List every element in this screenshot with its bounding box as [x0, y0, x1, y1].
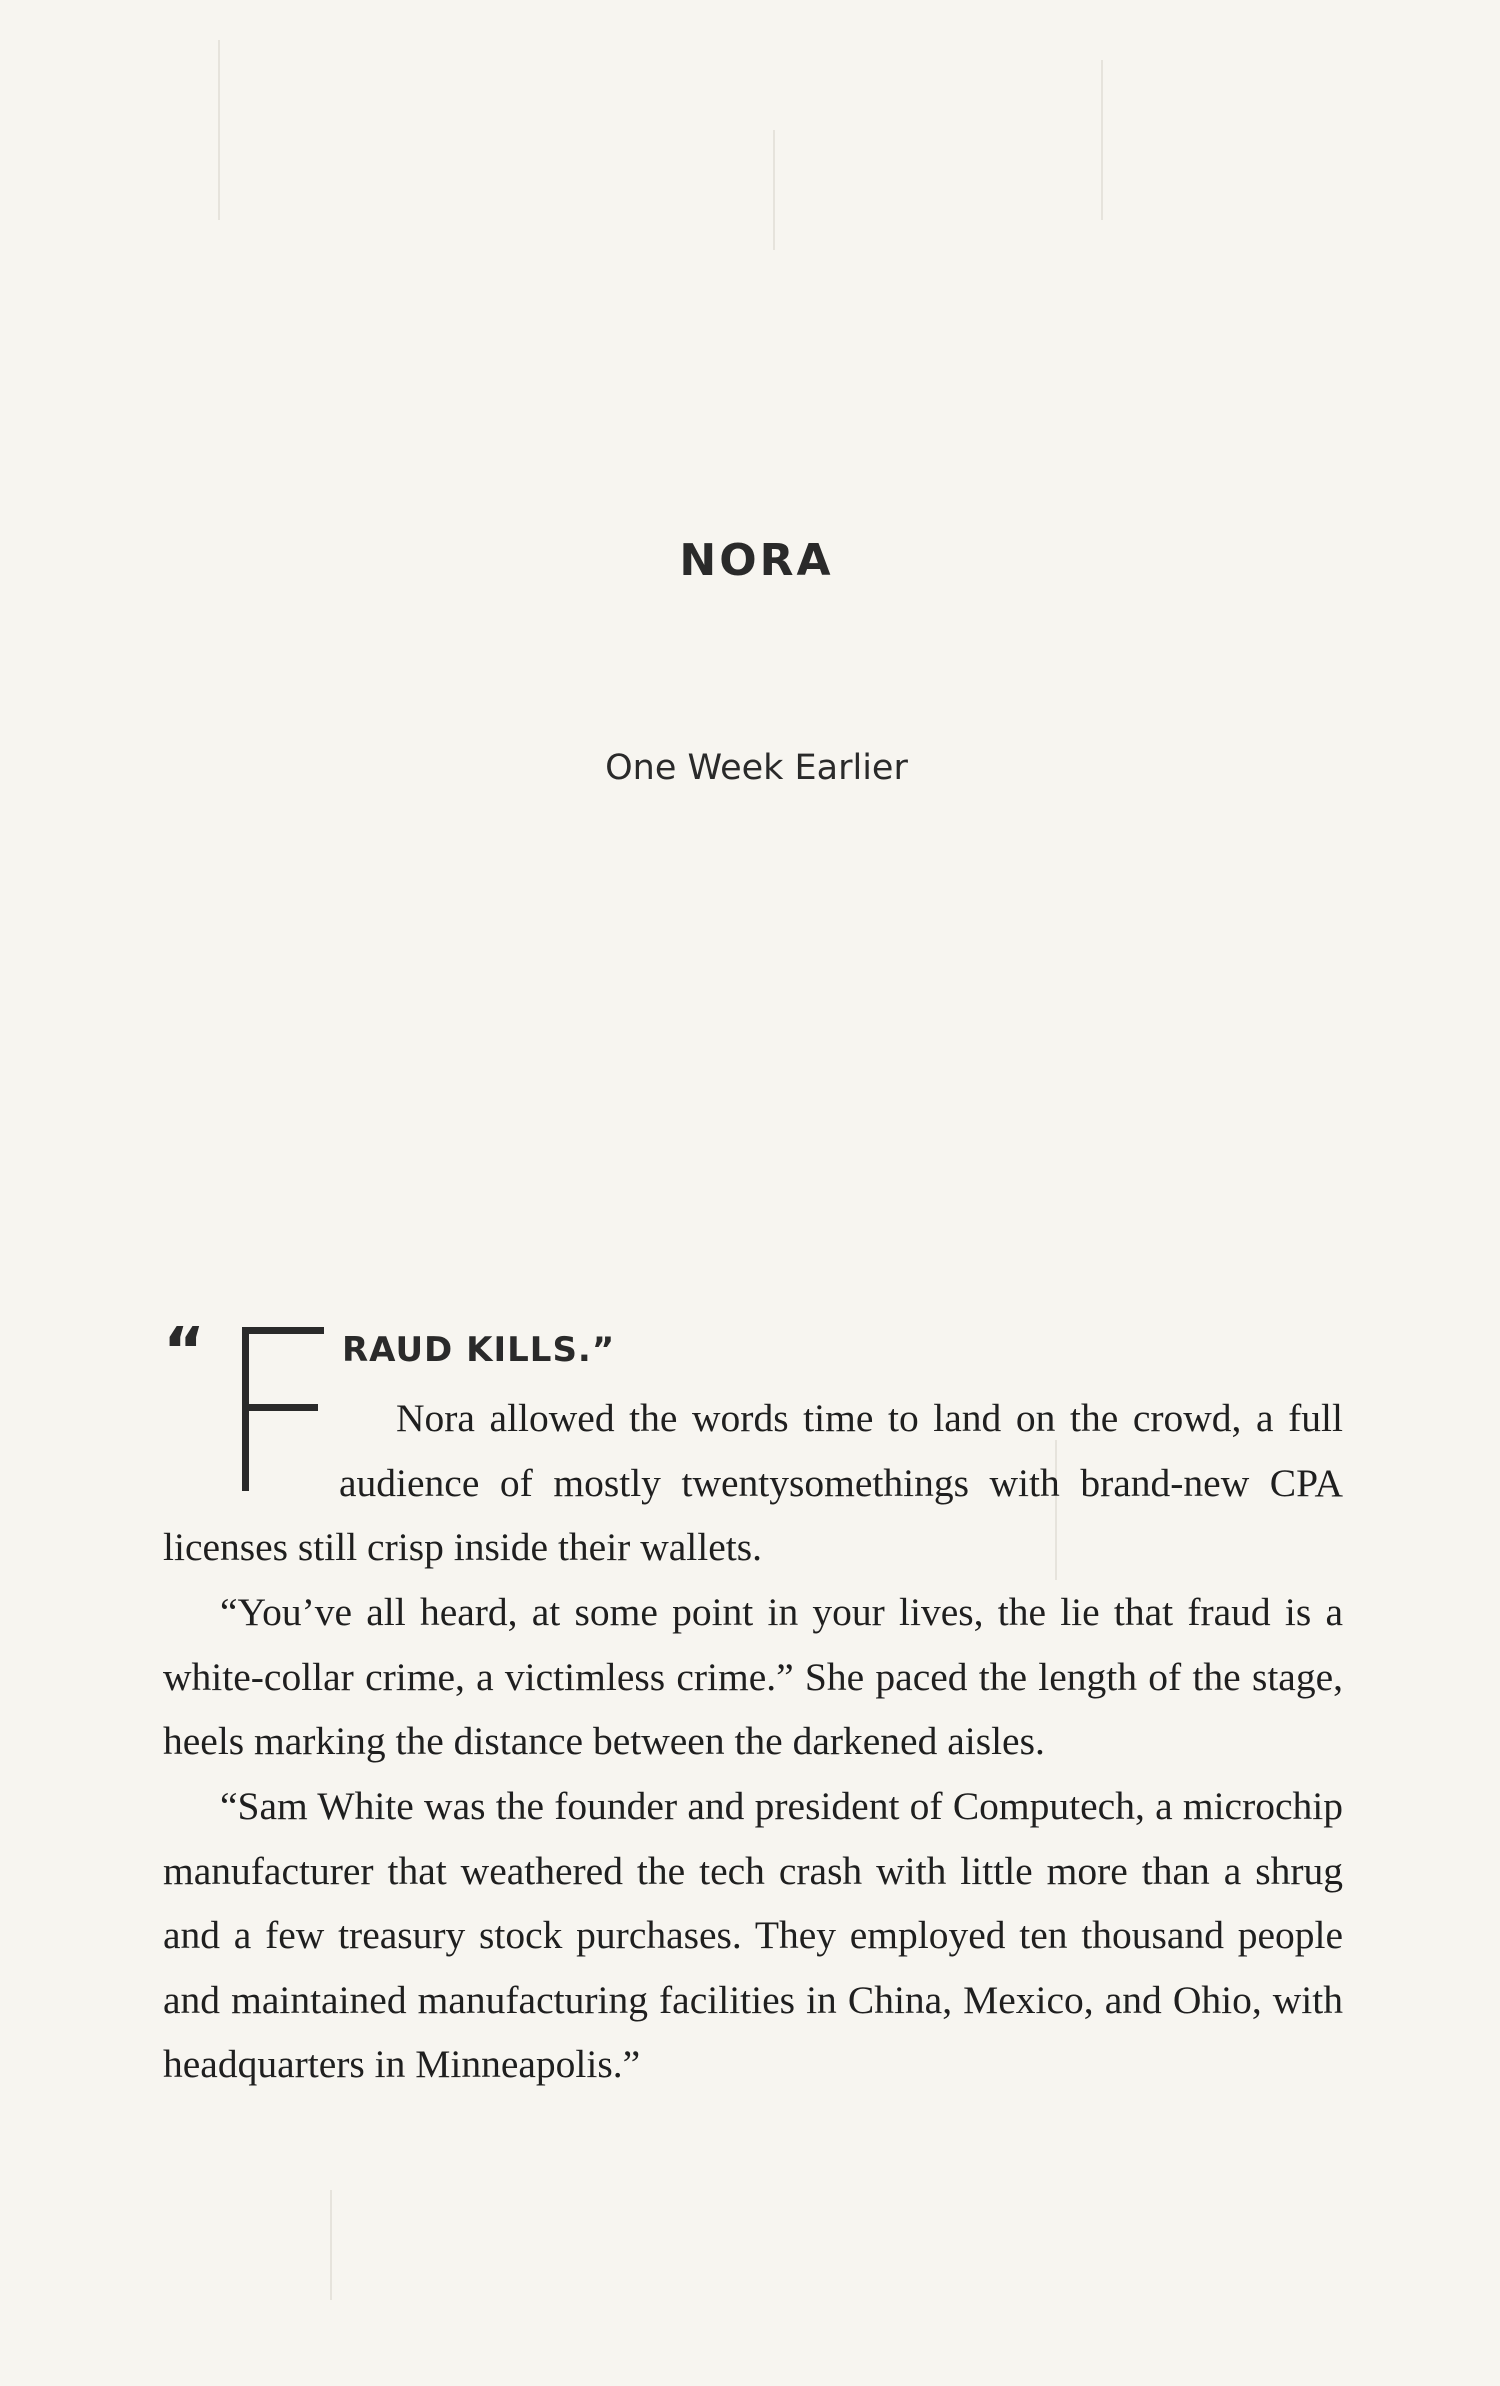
paragraph-2: “You’ve all heard, at some point in your lives, the lie that fraud is a white-collar crime, a victimless crime.” She paced the length of the stage, heels marking the distance between the darkened aisles.: [163, 1590, 1343, 1763]
chapter-subtitle: One Week Earlier: [605, 748, 908, 788]
scan-artifact: [1101, 60, 1103, 220]
opening-quote-mark: “: [163, 1315, 206, 1389]
drop-cap-spacer: [163, 1386, 339, 1515]
paragraph-1: [163, 1386, 1343, 1580]
opening-words: RAUD KILLS.”: [342, 1330, 616, 1370]
paragraph-3: “Sam White was the founder and president of Computech, a microchip manufacturer that weathered the tech crash with little more than a shrug and a few treasury stock purchases. They employed ten thousand people and maintained manufacturing facilities in China, Mexico, and Ohio, with headquarters in Minneapolis.”: [163, 1784, 1343, 2086]
scan-artifact: [330, 2190, 332, 2300]
paragraph-1-text: Nora allowed the words time to land on the crowd, a full audience of mostly twentysomethings with brand-new CPA licenses still crisp inside their wallets.: [163, 1396, 1343, 1569]
scan-artifact: [218, 40, 220, 220]
scan-artifact: [773, 130, 775, 250]
chapter-title: NORA: [679, 535, 834, 586]
drop-cap-top-bar: [242, 1327, 324, 1334]
